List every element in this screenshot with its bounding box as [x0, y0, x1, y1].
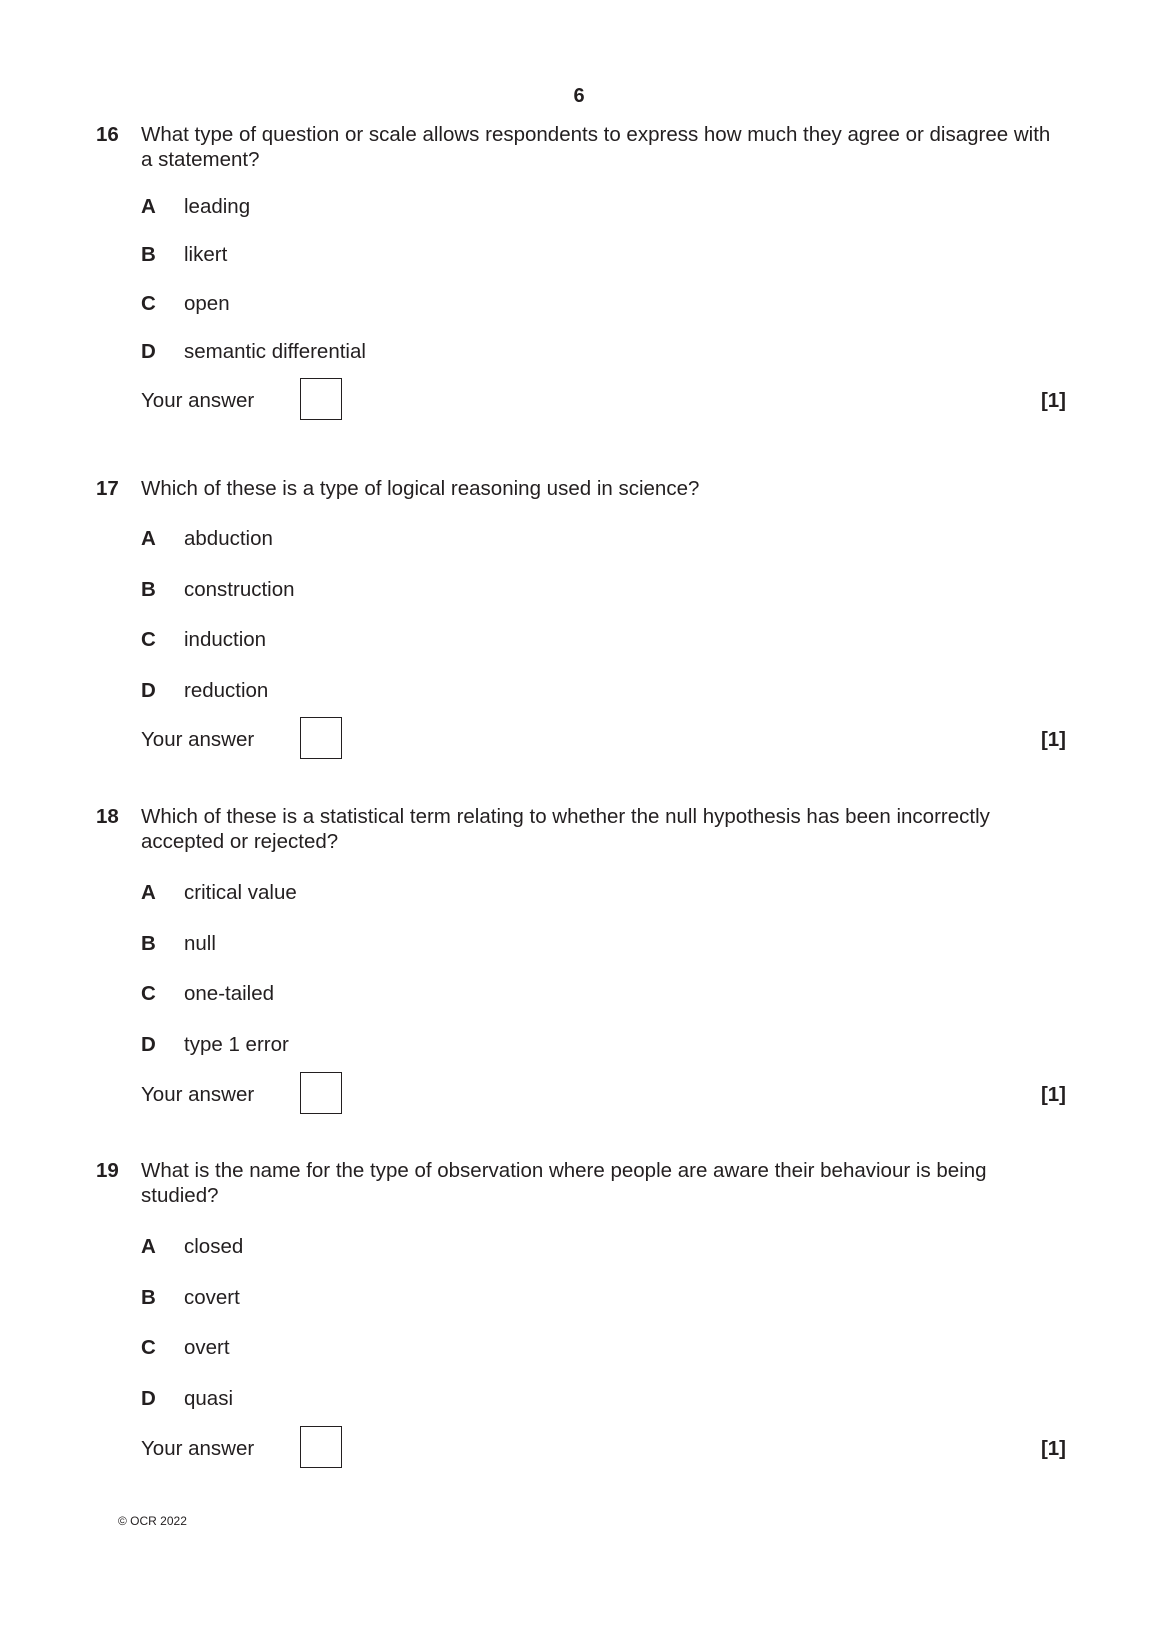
copyright-footer: © OCR 2022 — [118, 1514, 187, 1528]
option-b — [141, 577, 295, 602]
option-letter: C — [141, 1336, 156, 1359]
option-c — [141, 627, 266, 652]
answer-box[interactable] — [300, 1426, 342, 1468]
option-letter: B — [141, 932, 156, 955]
option-text: covert — [184, 1286, 240, 1309]
marks-label: [1] — [1040, 1437, 1066, 1460]
option-text: one-tailed — [184, 982, 275, 1005]
option-letter: D — [141, 340, 156, 363]
option-d — [141, 1032, 289, 1057]
question-19 — [96, 1158, 1066, 1460]
answer-row — [141, 717, 1066, 761]
answer-row — [141, 1072, 1066, 1116]
option-b — [141, 931, 216, 956]
question-text: What type of question or scale allows respondents to express how much they agree or disagree with a statement? — [141, 123, 1051, 171]
question-number: 18 — [96, 805, 119, 828]
option-letter: D — [141, 1387, 156, 1410]
option-text: type 1 error — [184, 1033, 289, 1056]
option-text: closed — [184, 1235, 244, 1258]
answer-label: Your answer — [141, 728, 255, 751]
question-18 — [96, 804, 1066, 1106]
option-text: overt — [184, 1336, 230, 1359]
question-16 — [96, 122, 1066, 412]
answer-box[interactable] — [300, 378, 342, 420]
option-letter: B — [141, 1286, 156, 1309]
option-text: open — [184, 292, 230, 315]
option-text: critical value — [184, 881, 297, 904]
option-letter: A — [141, 527, 156, 550]
option-c — [141, 981, 274, 1006]
question-text: Which of these is a type of logical reasoning used in science? — [141, 477, 700, 500]
answer-label: Your answer — [141, 1083, 255, 1106]
option-text: likert — [184, 243, 228, 266]
answer-box[interactable] — [300, 1072, 342, 1114]
question-number: 16 — [96, 123, 119, 146]
option-text: construction — [184, 578, 295, 601]
option-letter: B — [141, 243, 156, 266]
option-text: induction — [184, 628, 267, 651]
question-number: 19 — [96, 1159, 119, 1182]
option-text: semantic differential — [184, 340, 366, 363]
option-text: reduction — [184, 679, 269, 702]
option-letter: A — [141, 195, 156, 218]
answer-label: Your answer — [141, 389, 255, 412]
option-a — [141, 194, 250, 219]
question-17 — [96, 476, 1066, 751]
option-c — [141, 291, 230, 316]
option-c — [141, 1335, 230, 1360]
option-b — [141, 242, 227, 267]
marks-label: [1] — [1040, 728, 1066, 751]
question-number: 17 — [96, 477, 119, 500]
answer-box[interactable] — [300, 717, 342, 759]
option-text: leading — [184, 195, 251, 218]
option-d — [141, 1386, 233, 1411]
answer-row — [141, 1426, 1066, 1470]
option-letter: C — [141, 292, 156, 315]
option-letter: A — [141, 881, 156, 904]
question-text: Which of these is a statistical term relating to whether the null hypothesis has been incorrectly accepted or rejected? — [141, 805, 990, 853]
option-letter: D — [141, 1033, 156, 1056]
option-text: abduction — [184, 527, 273, 550]
option-a — [141, 1234, 243, 1259]
option-text: null — [184, 932, 216, 955]
option-letter: A — [141, 1235, 156, 1258]
answer-label: Your answer — [141, 1437, 255, 1460]
option-b — [141, 1285, 240, 1310]
option-d — [141, 339, 366, 364]
option-d — [141, 678, 268, 703]
option-a — [141, 526, 273, 551]
option-letter: D — [141, 679, 156, 702]
answer-row — [141, 378, 1066, 422]
marks-label: [1] — [1040, 1083, 1066, 1106]
option-a — [141, 880, 297, 905]
page-number: 6 — [573, 85, 585, 107]
option-letter: B — [141, 578, 156, 601]
option-letter: C — [141, 982, 156, 1005]
question-text: What is the name for the type of observation where people are aware their behaviour is being studied? — [141, 1159, 987, 1207]
option-letter: C — [141, 628, 156, 651]
option-text: quasi — [184, 1387, 234, 1410]
marks-label: [1] — [1040, 389, 1066, 412]
